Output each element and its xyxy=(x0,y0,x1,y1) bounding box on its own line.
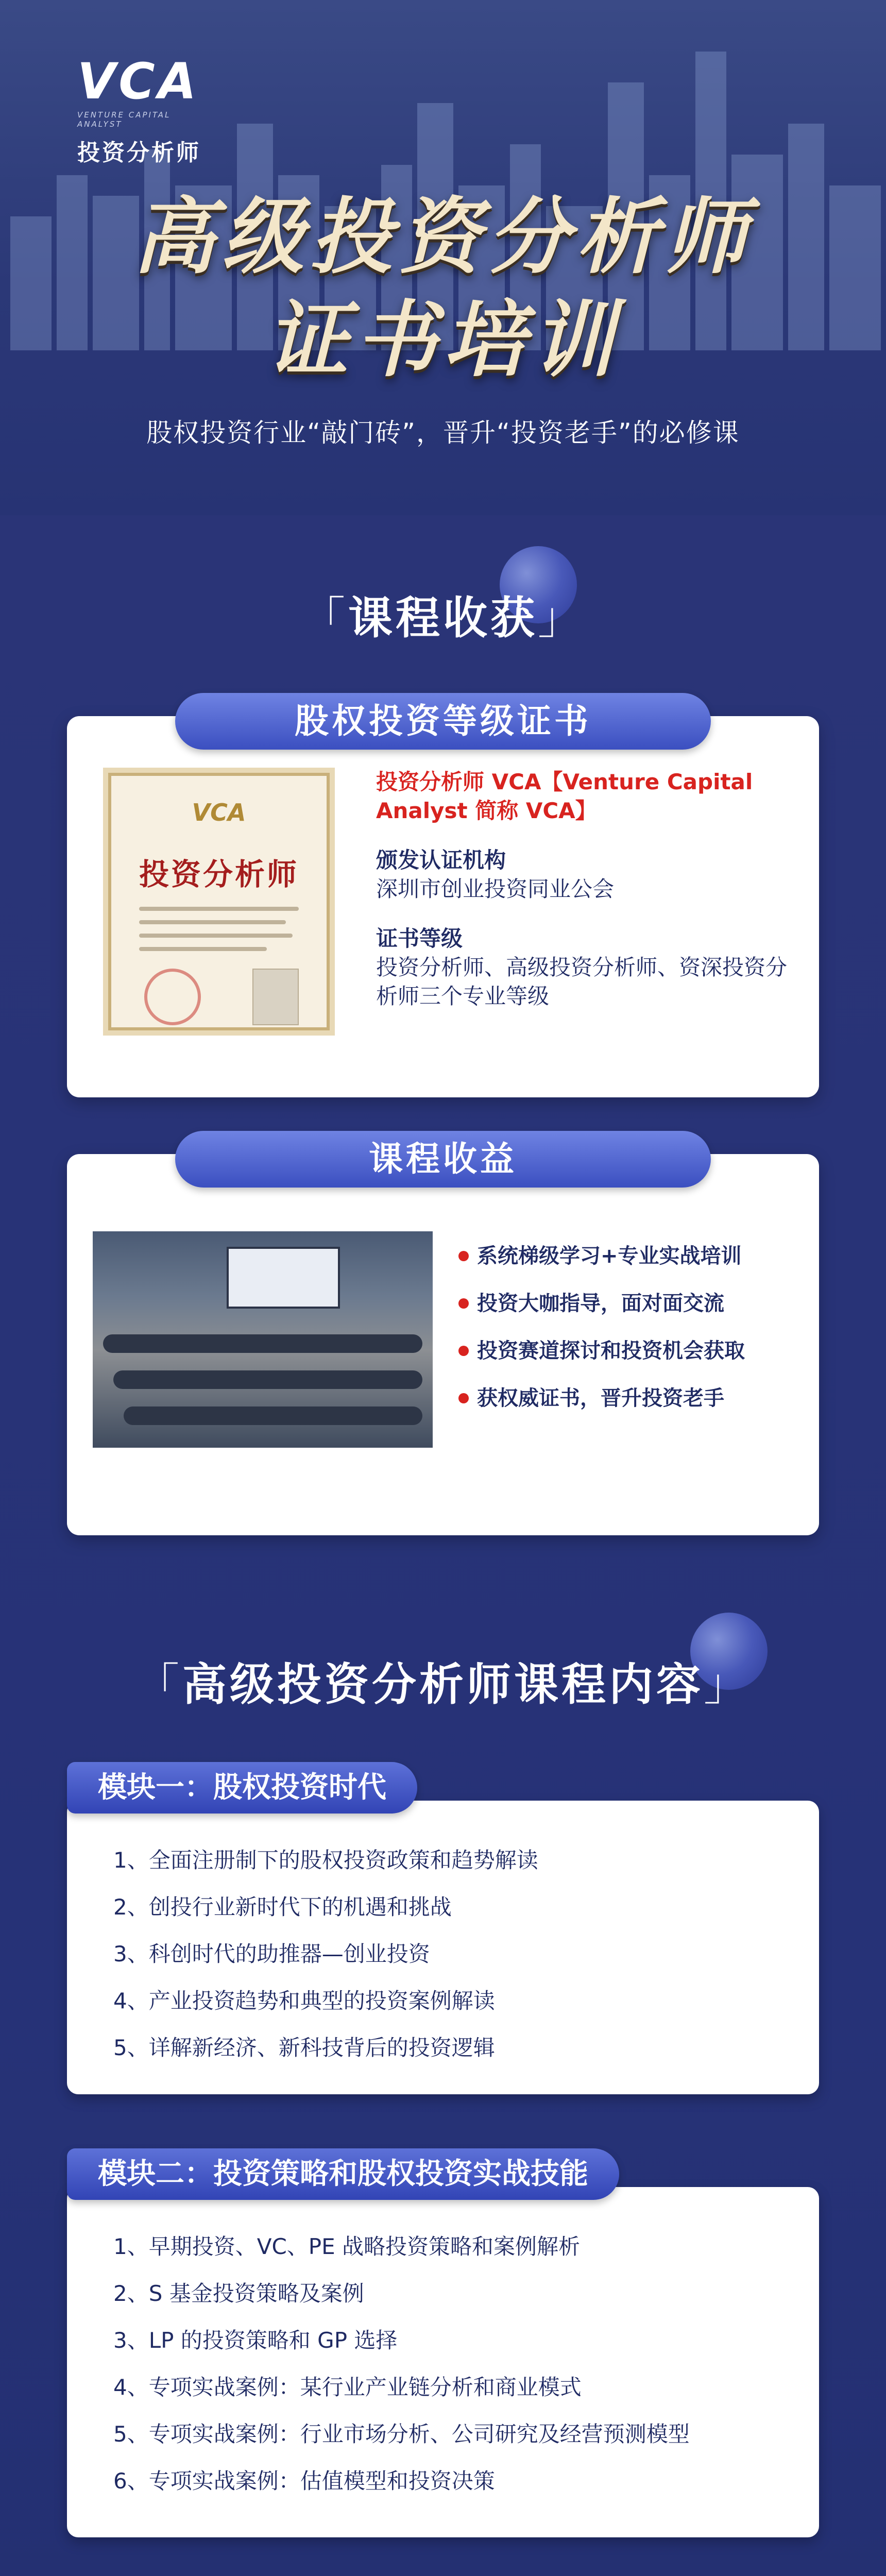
bullet-dot-icon xyxy=(458,1393,469,1403)
logo-chinese-text: 投资分析师 xyxy=(77,140,201,166)
hero-title-line1: 高级投资分析师 xyxy=(132,189,753,285)
module-item: 6、专项实战案例：估值模型和投资决策 xyxy=(113,2468,495,2494)
vca-logo xyxy=(77,53,211,166)
certificate-photo xyxy=(252,969,299,1025)
gain-card xyxy=(67,1154,819,1535)
certificate-text-lines xyxy=(139,907,299,960)
module-item: 5、专项实战案例：行业市场分析、公司研究及经营预测模型 xyxy=(113,2421,690,2447)
module-card-1 xyxy=(67,1801,819,2094)
classroom-photo xyxy=(93,1231,433,1448)
gain-list xyxy=(458,1242,809,1431)
module-item: 5、详解新经济、新科技背后的投资逻辑 xyxy=(113,2035,495,2060)
module-item-list xyxy=(113,1847,783,2081)
level-label: 证书等级 xyxy=(376,926,463,951)
hero-title-line2: 证书培训 xyxy=(265,292,620,388)
projector-screen xyxy=(227,1247,340,1309)
bullet-dot-icon xyxy=(458,1298,469,1309)
logo-subtext: VENTURE CAPITAL ANALYST xyxy=(77,110,171,129)
module-item-list xyxy=(113,2233,783,2515)
module-item: 1、早期投资、VC、PE 战略投资策略和案例解析 xyxy=(113,2234,580,2259)
module-tab-2: 模块二：投资策略和股权投资实战技能 xyxy=(67,2148,619,2200)
module-item: 2、创投行业新时代下的机遇和挑战 xyxy=(113,1894,452,1920)
section-title-harvest: 「课程收获」 xyxy=(301,592,585,644)
issuer-label: 颁发认证机构 xyxy=(376,848,506,873)
module-item: 2、S 基金投资策略及案例 xyxy=(113,2281,364,2306)
audience-row xyxy=(124,1406,422,1425)
logo-vca-text: VCA xyxy=(77,53,200,110)
module-item: 1、全面注册制下的股权投资政策和趋势解读 xyxy=(113,1848,538,1873)
bullet-dot-icon xyxy=(458,1251,469,1261)
hero-banner xyxy=(0,0,886,515)
gain-item: 投资赛道探讨和投资机会获取 xyxy=(458,1336,809,1365)
module-item: 4、专项实战案例：某行业产业链分析和商业模式 xyxy=(113,2375,582,2400)
certificate-image xyxy=(103,768,335,1036)
hero-subtitle: 股权投资行业“敲门砖”，晋升“投资老手”的必修课 xyxy=(146,418,740,448)
level-value: 投资分析师、高级投资分析师、资深投资分析师三个专业等级 xyxy=(376,955,788,1009)
certificate-info xyxy=(376,768,798,1011)
gain-item: 系统梯级学习+专业实战培训 xyxy=(458,1242,809,1270)
module-card-2 xyxy=(67,2187,819,2537)
gain-card-banner: 课程收益 xyxy=(175,1131,711,1188)
audience-row xyxy=(113,1370,422,1389)
gain-item: 投资大咖指导，面对面交流 xyxy=(458,1289,809,1318)
module-item: 4、产业投资趋势和典型的投资案例解读 xyxy=(113,1988,495,2013)
gain-item: 获权威证书，晋升投资老手 xyxy=(458,1384,809,1413)
section-title-content: 「高级投资分析师课程内容」 xyxy=(135,1659,751,1710)
certificate-seal-icon xyxy=(144,969,201,1025)
section-title-harvest-text: 课程收获 xyxy=(348,592,538,644)
certificate-card-banner: 股权投资等级证书 xyxy=(175,693,711,750)
issuer-value: 深圳市创业投资同业公会 xyxy=(376,876,615,902)
audience-row xyxy=(103,1334,422,1353)
module-item: 3、科创时代的助推器—创业投资 xyxy=(113,1941,430,1967)
section-title-content-text: 高级投资分析师课程内容 xyxy=(182,1659,704,1710)
module-tab-1: 模块一：股权投资时代 xyxy=(67,1762,417,1814)
bullet-dot-icon xyxy=(458,1346,469,1356)
certificate-name: 投资分析师 VCA【Venture Capital Analyst 简称 VCA】 xyxy=(376,769,753,823)
module-item: 3、LP 的投资策略和 GP 选择 xyxy=(113,2328,398,2353)
certificate-logo: VCA xyxy=(192,799,246,826)
certificate-card xyxy=(67,716,819,1097)
certificate-image-title: 投资分析师 xyxy=(139,857,299,892)
